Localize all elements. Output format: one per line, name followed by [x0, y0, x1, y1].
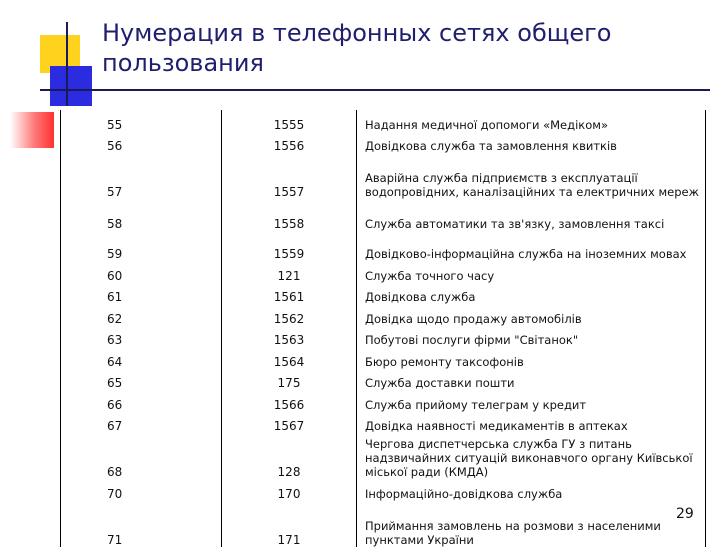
service-name: Довідка щодо продажу автомобілів [357, 304, 706, 326]
short-code: 1556 [222, 132, 357, 154]
decor-horizontal-line [40, 89, 710, 91]
service-name: Довідково-інформаційна служба на іноземних мовах [357, 231, 706, 261]
short-code: 170 [222, 479, 357, 501]
row-number: 67 [61, 412, 222, 434]
service-name: Аварійна служба підприємств з експлуатації водопровідних, каналізаційних та електричних мереж [357, 153, 706, 199]
service-name: Довідкова служба [357, 283, 706, 305]
decor-vertical-line [66, 22, 68, 106]
table-row [61, 347, 706, 369]
short-code: 175 [222, 369, 357, 391]
row-number: 64 [61, 347, 222, 369]
row-number: 59 [61, 231, 222, 261]
table-row [61, 199, 706, 231]
row-number: 63 [61, 326, 222, 348]
short-code: 1561 [222, 283, 357, 305]
service-name: Бюро ремонту таксофонів [357, 347, 706, 369]
decor-red-gradient-square [10, 112, 54, 148]
row-number: 65 [61, 369, 222, 391]
service-name: Чергова диспетчерська служба ГУ з питань надзвичайних ситуацій виконавчого органу Київської міської ради (КМДА) [357, 433, 706, 479]
service-name: Побутові послуги фірми "Світанок" [357, 326, 706, 348]
phone-codes-table [60, 110, 706, 547]
row-number: 61 [61, 283, 222, 305]
service-name: Служба доставки пошти [357, 369, 706, 391]
table-row [61, 283, 706, 305]
row-number: 57 [61, 153, 222, 199]
row-number: 68 [61, 433, 222, 479]
service-name: Служба точного часу [357, 261, 706, 283]
short-code: 1563 [222, 326, 357, 348]
slide-title: Нумерация в телефонных сетях общего пользования [102, 19, 612, 77]
short-code: 171 [222, 501, 357, 547]
table-row [61, 110, 706, 132]
service-name: Інформаційно-довідкова служба [357, 479, 706, 501]
service-name: Приймання замовлень на розмови з населеними пунктами України [357, 501, 706, 547]
table-row [61, 153, 706, 199]
short-code: 1559 [222, 231, 357, 261]
short-code: 1558 [222, 199, 357, 231]
service-name: Служба автоматики та зв'язку, замовлення таксі [357, 199, 706, 231]
service-name: Служба прийому телеграм у кредит [357, 390, 706, 412]
table-row [61, 304, 706, 326]
decor-blue-square [50, 66, 92, 106]
short-code: 1555 [222, 110, 357, 132]
row-number: 71 [61, 501, 222, 547]
table-row [61, 132, 706, 154]
page-number: 29 [676, 506, 694, 522]
service-name: Довідка наявності медикаментів в аптеках [357, 412, 706, 434]
service-name: Довідкова служба та замовлення квитків [357, 132, 706, 154]
short-code: 128 [222, 433, 357, 479]
short-code: 1567 [222, 412, 357, 434]
table-row [61, 433, 706, 479]
table-row [61, 390, 706, 412]
row-number: 55 [61, 110, 222, 132]
short-code: 1562 [222, 304, 357, 326]
row-number: 60 [61, 261, 222, 283]
short-code: 121 [222, 261, 357, 283]
row-number: 56 [61, 132, 222, 154]
table-row [61, 261, 706, 283]
table-row [61, 479, 706, 501]
service-name: Надання медичної допомоги «Медіком» [357, 110, 706, 132]
table-row [61, 412, 706, 434]
row-number: 66 [61, 390, 222, 412]
short-code: 1566 [222, 390, 357, 412]
table-row [61, 231, 706, 261]
table-row [61, 369, 706, 391]
row-number: 62 [61, 304, 222, 326]
short-code: 1557 [222, 153, 357, 199]
row-number: 70 [61, 479, 222, 501]
table-row [61, 326, 706, 348]
row-number: 58 [61, 199, 222, 231]
short-code: 1564 [222, 347, 357, 369]
